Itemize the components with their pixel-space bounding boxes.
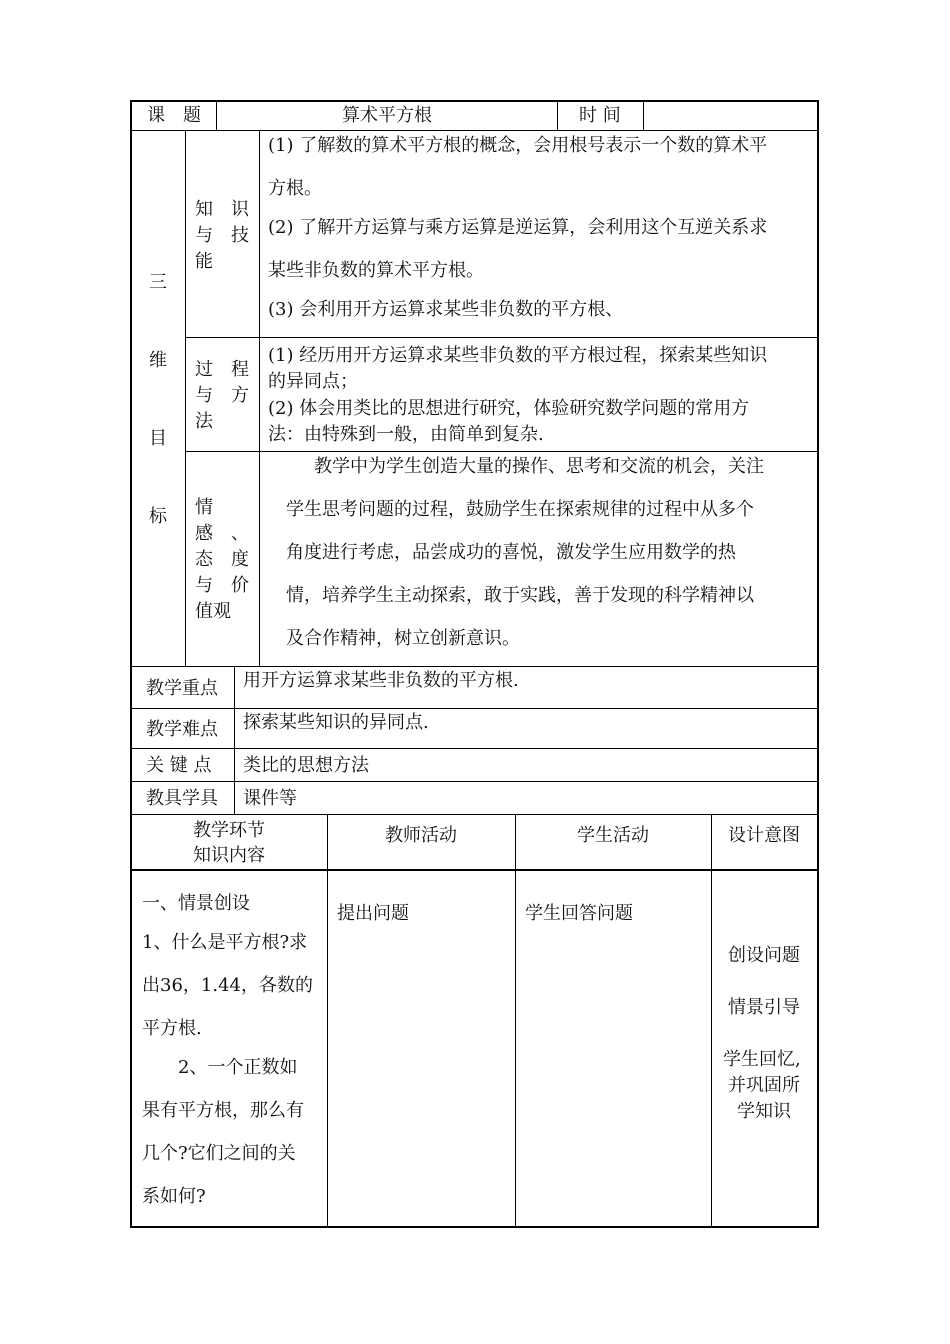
intent-line-2: 情景引导 bbox=[728, 997, 800, 1018]
intent-line-5: 学知识 bbox=[737, 1101, 791, 1122]
col3-header: 学生活动 bbox=[577, 825, 649, 846]
emotion-label-line-5: 值观 bbox=[195, 601, 231, 622]
content-line-6: 果有平方根，那么有 bbox=[142, 1100, 304, 1121]
emotion-line-2: 学生思考问题的过程，鼓励学生在探索规律的过程中从多个 bbox=[286, 499, 754, 520]
knowledge-line-5: (3) 会利用开方运算求某些非负数的平方根、 bbox=[268, 299, 624, 320]
emotion-line-5: 及合作精神，树立创新意识。 bbox=[286, 628, 520, 649]
intent-line-1: 创设问题 bbox=[728, 945, 800, 966]
col2-header: 教师活动 bbox=[385, 825, 457, 846]
process-label-line-2: 与 方 bbox=[195, 385, 249, 406]
process-line-1: (1) 经历用开方运算求某些非负数的平方根过程，探索某些知识 bbox=[268, 345, 768, 366]
objectives-group-label-2: 维 bbox=[149, 350, 167, 371]
topic-value: 算术平方根 bbox=[342, 105, 432, 126]
knowledge-line-3: (2) 了解开方运算与乘方运算是逆运算，会利用这个互逆关系求 bbox=[268, 217, 768, 238]
process-line-3: (2) 体会用类比的思想进行研究，体验研究数学问题的常用方 bbox=[268, 398, 750, 419]
knowledge-label-line-3: 能 bbox=[195, 251, 213, 272]
content-line-5: 2、一个正数如 bbox=[142, 1057, 298, 1078]
emotion-line-3: 角度进行考虑，品尝成功的喜悦，激发学生应用数学的热 bbox=[286, 542, 736, 563]
content-line-8: 系如何? bbox=[142, 1186, 206, 1207]
student-activity: 学生回答问题 bbox=[525, 903, 633, 924]
intent-line-4: 并巩固所 bbox=[728, 1075, 800, 1096]
knowledge-line-2: 方根。 bbox=[268, 178, 322, 199]
topic-label: 课 题 bbox=[147, 105, 201, 126]
objectives-group-label-1: 三 bbox=[149, 272, 167, 293]
emotion-label-line-1: 情 bbox=[195, 497, 213, 518]
objectives-group-label-3: 目 bbox=[149, 428, 167, 449]
emotion-line-4: 情，培养学生主动探索，敢于实践，善于发现的科学精神以 bbox=[286, 585, 754, 606]
time-label: 时 间 bbox=[579, 105, 621, 126]
key-point-value: 用开方运算求某些非负数的平方根. bbox=[243, 670, 519, 691]
key-point-label: 教学重点 bbox=[146, 678, 218, 699]
content-line-3: 出36，1.44，各数的 bbox=[142, 975, 313, 996]
intent-line-3: 学生回忆, bbox=[723, 1049, 801, 1070]
knowledge-line-1: (1) 了解数的算术平方根的概念，会用根号表示一个数的算术平 bbox=[268, 135, 768, 156]
process-label-line-3: 法 bbox=[195, 411, 213, 432]
process-line-2: 的异同点； bbox=[268, 371, 358, 392]
col1-header-line-1: 教学环节 bbox=[193, 820, 265, 841]
knowledge-label-line-1: 知 识 bbox=[195, 199, 249, 220]
knowledge-label-line-2: 与 技 bbox=[195, 225, 249, 246]
content-line-2: 1、什么是平方根?求 bbox=[142, 932, 308, 953]
tools-label: 教具学具 bbox=[146, 788, 218, 809]
emotion-label-line-2: 感 、 bbox=[195, 523, 249, 544]
knowledge-line-4: 某些非负数的算术平方根。 bbox=[268, 260, 484, 281]
emotion-line-1: 教学中为学生创造大量的操作、思考和交流的机会，关注 bbox=[314, 456, 764, 477]
teacher-activity: 提出问题 bbox=[337, 903, 409, 924]
content-line-1: 一、情景创设 bbox=[142, 893, 250, 914]
process-label-line-1: 过 程 bbox=[195, 359, 249, 380]
emotion-label-line-3: 态 度 bbox=[195, 549, 249, 570]
crux-label: 关 键 点 bbox=[146, 755, 212, 776]
difficulty-value: 探索某些知识的异同点. bbox=[243, 712, 429, 733]
col4-header: 设计意图 bbox=[728, 825, 800, 846]
content-line-7: 几个?它们之间的关 bbox=[142, 1143, 296, 1164]
objectives-group-label-4: 标 bbox=[149, 506, 167, 527]
emotion-label-line-4: 与 价 bbox=[195, 575, 249, 596]
content-line-4: 平方根. bbox=[142, 1018, 202, 1039]
difficulty-label: 教学难点 bbox=[146, 719, 218, 740]
col1-header-line-2: 知识内容 bbox=[193, 845, 265, 866]
tools-value: 课件等 bbox=[243, 788, 297, 809]
process-line-4: 法：由特殊到一般，由简单到复杂. bbox=[268, 424, 544, 445]
crux-value: 类比的思想方法 bbox=[243, 755, 369, 776]
